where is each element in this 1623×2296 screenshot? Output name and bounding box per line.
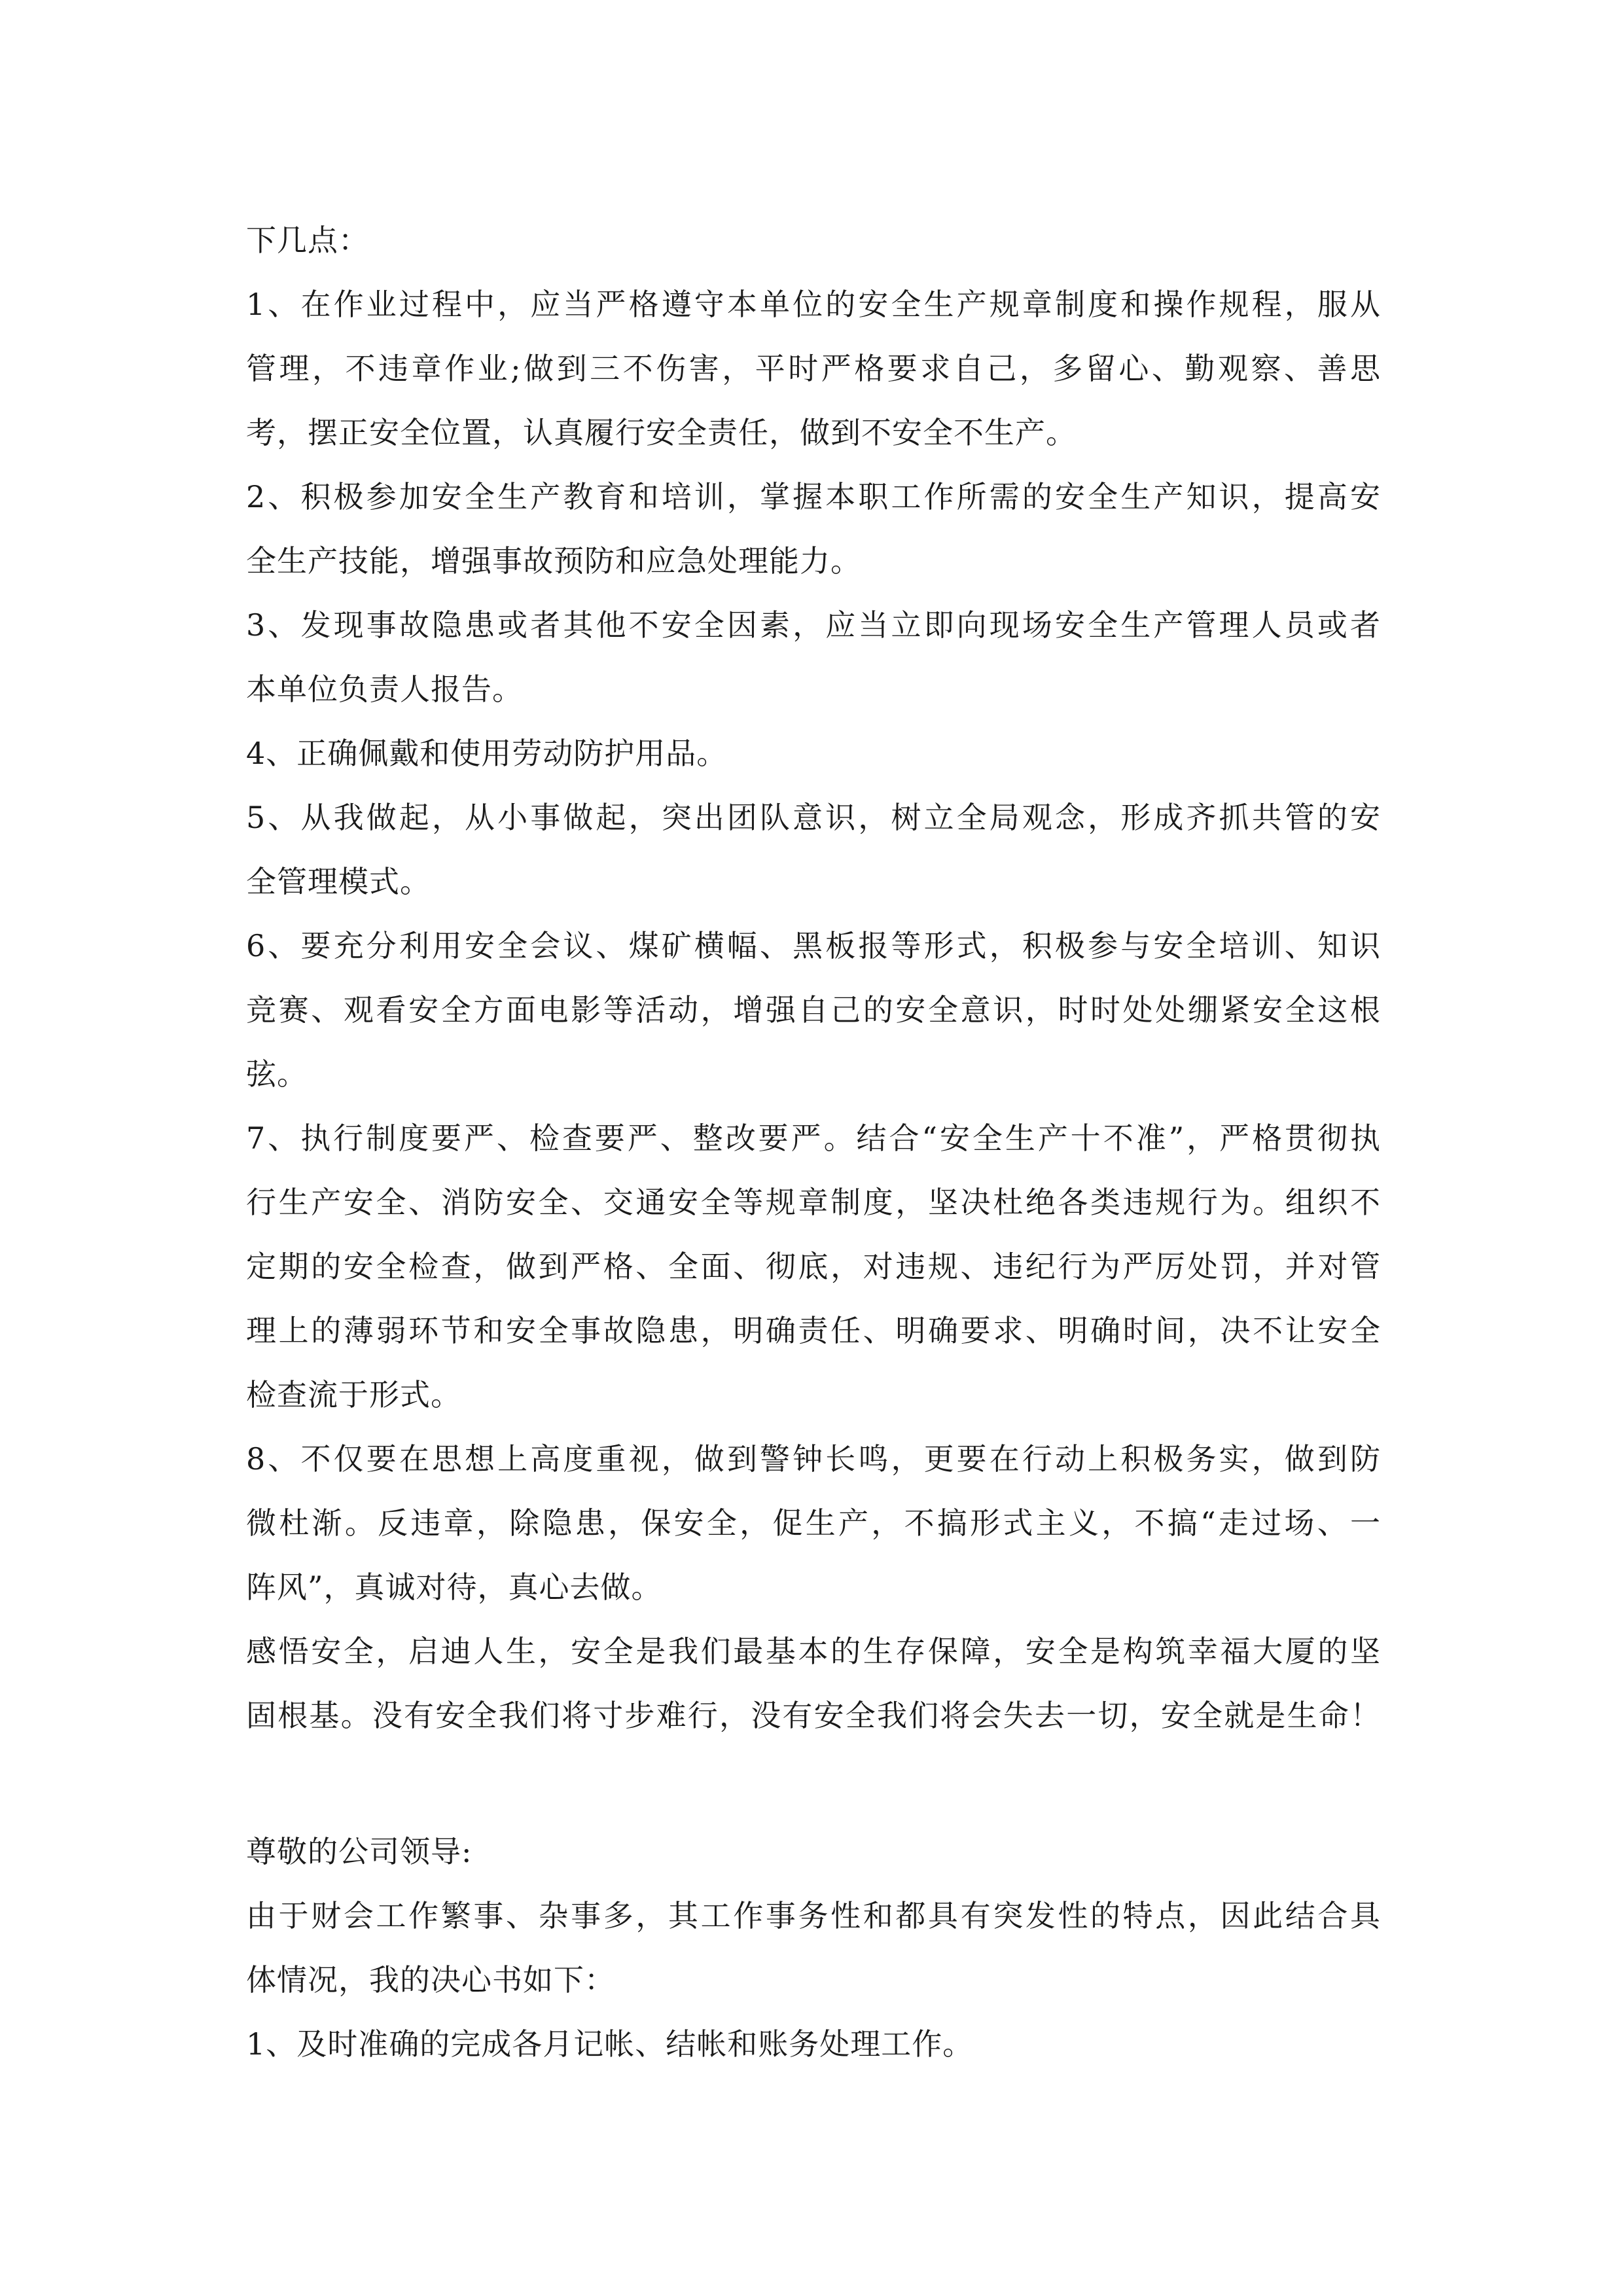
text-line: 感悟安全，启迪人生，安全是我们最基本的生存保障，安全是构筑幸福大厦的坚 xyxy=(246,1634,1381,1669)
text-line: 下几点： xyxy=(246,223,369,258)
text-line: 考，摆正安全位置，认真履行安全责任，做到不安全不生产。 xyxy=(246,415,1077,450)
finance-commitment-section xyxy=(246,1820,1381,2076)
text-line: 微杜渐。反违章，除隐患，保安全，促生产，不搞形式主义，不搞“走过场、一 xyxy=(246,1505,1381,1541)
text-line: 7、执行制度要严、检查要严、整改要严。结合“安全生产十不准”，严格贯彻执 xyxy=(246,1121,1381,1156)
text-line: 检查流于形式。 xyxy=(246,1377,461,1412)
text-line: 管理，不违章作业;做到三不伤害，平时严格要求自己，多留心、勤观察、善思 xyxy=(246,351,1381,386)
text-line: 4、正确佩戴和使用劳动防护用品。 xyxy=(246,736,728,771)
text-line: 5、从我做起，从小事做起，突出团队意识，树立全局观念，形成齐抓共管的安 xyxy=(246,800,1381,835)
text-line: 2、积极参加安全生产教育和培训，掌握本职工作所需的安全生产知识，提高安 xyxy=(246,479,1381,514)
text-line: 竞赛、观看安全方面电影等活动，增强自己的安全意识，时时处处绷紧安全这根 xyxy=(246,992,1381,1028)
text-line: 定期的安全检查，做到严格、全面、彻底，对违规、违纪行为严厉处罚，并对管 xyxy=(246,1249,1381,1284)
text-line: 行生产安全、消防安全、交通安全等规章制度，坚决杜绝各类违规行为。组织不 xyxy=(246,1185,1381,1220)
text-line: 全生产技能，增强事故预防和应急处理能力。 xyxy=(246,543,861,579)
text-line: 本单位负责人报告。 xyxy=(246,672,523,707)
text-line: 1、及时准确的完成各月记帐、结帐和账务处理工作。 xyxy=(246,2026,974,2062)
section-spacer xyxy=(246,1748,1381,1820)
text-line: 固根基。没有安全我们将寸步难行，没有安全我们将会失去一切，安全就是生命！ xyxy=(246,1698,1381,1733)
text-line: 3、发现事故隐患或者其他不安全因素，应当立即向现场安全生产管理人员或者 xyxy=(246,607,1381,643)
text-line: 阵风”，真诚对待，真心去做。 xyxy=(246,1570,662,1605)
salutation: 尊敬的公司领导: xyxy=(246,1834,473,1869)
text-line: 全管理模式。 xyxy=(246,864,431,899)
text-line: 体情况，我的决心书如下： xyxy=(246,1962,615,1998)
text-line: 理上的薄弱环节和安全事故隐患，明确责任、明确要求、明确时间，决不让安全 xyxy=(246,1313,1381,1348)
safety-commitment-section xyxy=(246,208,1381,1748)
text-line: 1、在作业过程中，应当严格遵守本单位的安全生产规章制度和操作规程，服从 xyxy=(246,287,1381,322)
text-line: 6、要充分利用安全会议、煤矿横幅、黑板报等形式，积极参与安全培训、知识 xyxy=(246,928,1381,963)
text-line: 由于财会工作繁事、杂事多，其工作事务性和都具有突发性的特点，因此结合具 xyxy=(246,1898,1381,1933)
text-line: 弦。 xyxy=(246,1056,308,1092)
text-line: 8、不仅要在思想上高度重视，做到警钟长鸣，更要在行动上积极务实，做到防 xyxy=(246,1441,1381,1477)
document-body xyxy=(246,208,1381,2076)
